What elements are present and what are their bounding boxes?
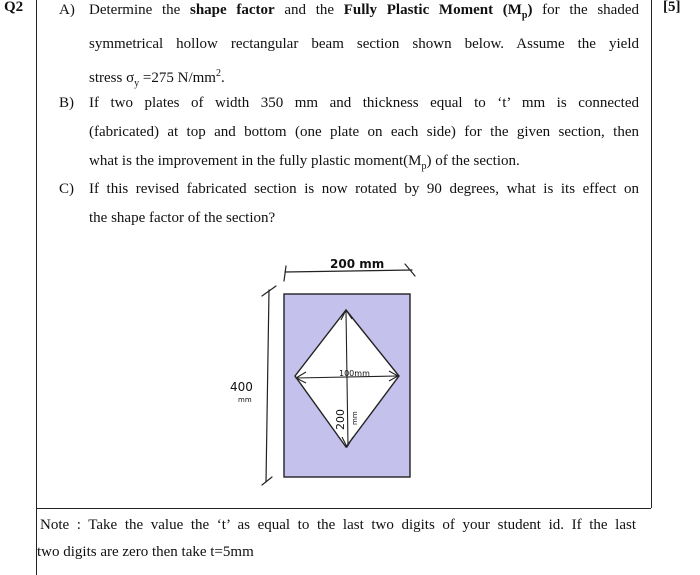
part-b-subscript: p (421, 161, 427, 172)
part-b-line-1: If two plates of width 350 mm and thickness equal to ‘t’ mm is connected (89, 95, 639, 111)
plastic-moment-subscript: p (521, 10, 528, 21)
part-a-text: and the (274, 2, 344, 18)
part-b-text-end: ) of the section. (426, 153, 520, 169)
part-c-label: C) (59, 181, 74, 197)
plastic-moment-text: Fully Plastic Moment (M (343, 2, 522, 18)
height-label-unit: mm (238, 396, 252, 404)
note (37, 512, 636, 566)
part-b-line-2: (fabricated) at top and bottom (one plate on each side) for the given section, then (89, 124, 639, 140)
yield-stress-text: stress σ (89, 70, 135, 86)
question-number: Q2 (4, 0, 24, 15)
part-c-line-1: If this revised fabricated section is now rotated by 90 degrees, what is its effect on (89, 181, 639, 197)
part-a-line-2: symmetrical hollow rectangular beam section shown below. Assume the yield (89, 36, 639, 52)
diamond-height-number: 200 (334, 409, 347, 430)
part-a-text: for the shaded (532, 2, 639, 18)
part-a-text: Determine the (89, 2, 190, 18)
diamond-width-label: 100mm (339, 369, 370, 378)
yield-stress-subscript: y (134, 78, 140, 89)
yield-stress-value: =275 N/mm (139, 70, 216, 86)
note-line-2: two digits are zero then take t=5mm (37, 544, 254, 560)
shape-factor-term: shape factor (190, 2, 275, 18)
part-a-label: A) (59, 2, 75, 18)
yield-stress-end: . (220, 70, 225, 86)
part-c-line-2: the shape factor of the section? (89, 210, 276, 226)
height-label-number: 400 (230, 380, 253, 394)
diamond-height-unit: mm (351, 411, 359, 425)
plastic-moment-close: ) (527, 2, 533, 18)
question-marks: [5] (663, 0, 681, 15)
height-dimension-tick-bottom (262, 477, 272, 485)
height-dimension-line (266, 290, 269, 482)
part-b-label: B) (59, 95, 74, 111)
yield-stress-exponent: 2 (215, 68, 221, 79)
width-label: 200 mm (330, 257, 385, 271)
width-dimension-tick-left (284, 266, 286, 281)
note-line-1: Note : Take the value the ‘t’ as equal to the last two digits of your student id. If the last (40, 517, 636, 533)
part-b-text: what is the improvement in the fully plastic moment(M (89, 153, 422, 169)
